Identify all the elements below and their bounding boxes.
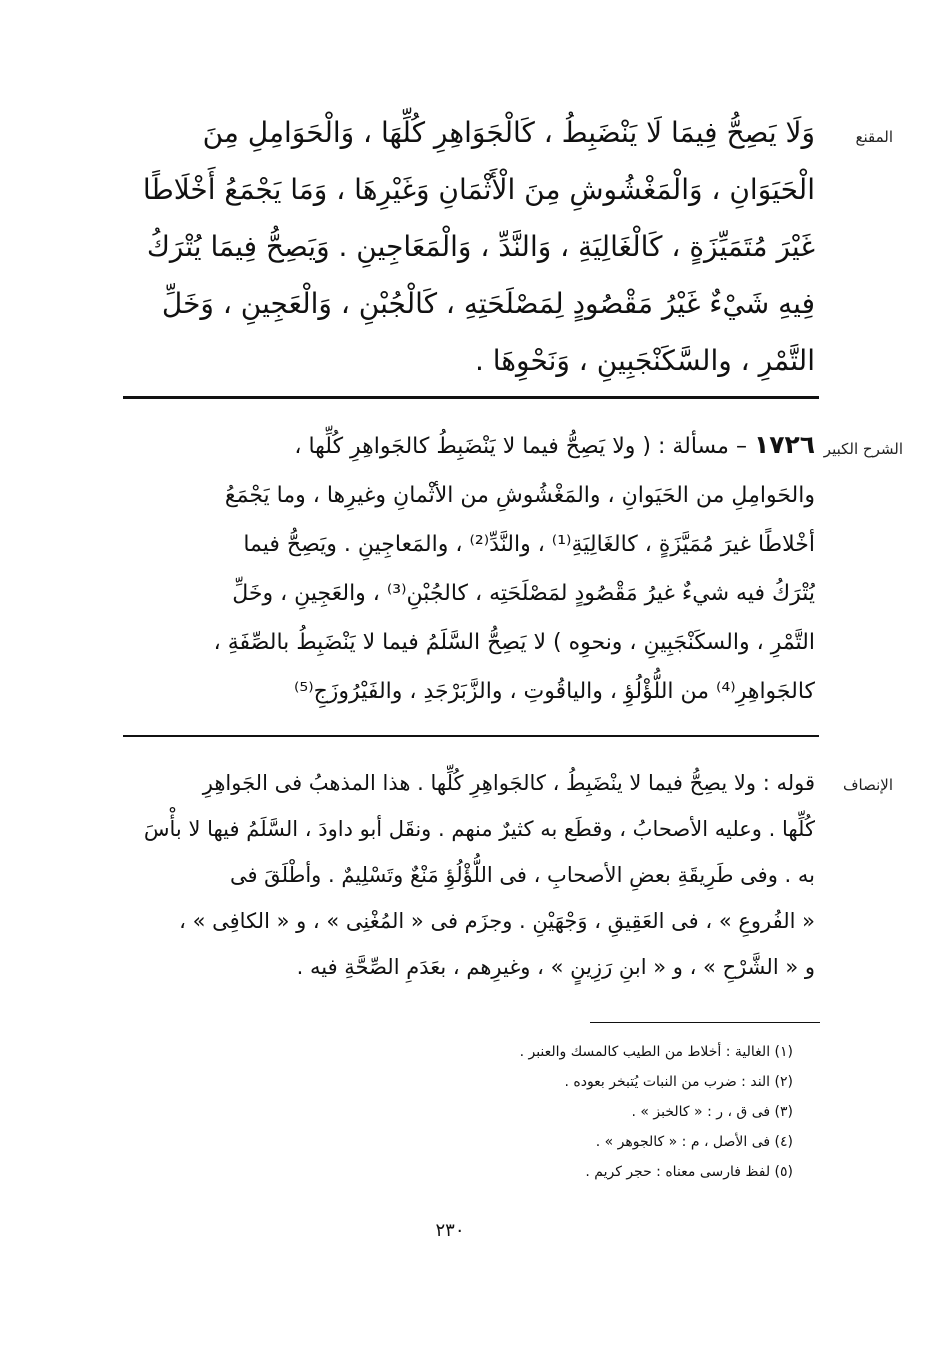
muqni-text bbox=[120, 104, 815, 389]
insaf-text bbox=[121, 760, 815, 990]
footnote: (٢) الند : ضرب من النبات يُتبخر بعوده . bbox=[564, 1074, 793, 1090]
sharh-text bbox=[122, 420, 815, 716]
sharh-line: أخْلاطًا غيرَ مُمَيَّزَةٍ ، كالغَالِيَةِ⁽¹⁾ ، والنَّدِّ⁽²⁾ ، والمَعاجِينِ . ويَصِحُّ فيما bbox=[243, 532, 815, 557]
section-label-sharh: الشرح الكبير bbox=[823, 440, 903, 458]
muqni-line: التَّمْرِ ، والسَّكَنْجَبِينِ ، وَنَحْوِهَا . bbox=[474, 344, 815, 377]
footnote: (٤) فى الأصل ، م : « كالجوهر » . bbox=[595, 1134, 793, 1150]
muqni-line: وَلَا يَصِحُّ فِيمَا لَا يَنْضَبِطُ ، كَالْجَوَاهِرِ كُلِّهَا ، وَالْحَوَامِلِ مِنَ bbox=[202, 116, 815, 149]
sharh-first-line-text: – مسألة : ( ولا يَصِحُّ فيما لا يَنْضَبِطُ كالجَواهِرِ كُلِّها ، bbox=[294, 434, 747, 459]
footnote: (٥) لفظ فارسى معناه : حجر كريم . bbox=[585, 1164, 793, 1180]
footnote: (٣) فى ق ، ر : « كالخبز » . bbox=[631, 1104, 793, 1120]
sharh-line: يُتْرَكُ فيه شيءٌ غيرُ مَقْصُودٍ لمَصْلَحَتِه ، كالجُبْنِ⁽³⁾ ، والعَجِينِ ، وخَلِّ bbox=[232, 581, 815, 606]
footnote-separator bbox=[590, 1022, 820, 1023]
footnote: (١) الغالية : أخلاط من الطيب كالمسك والعنبر . bbox=[519, 1044, 793, 1060]
insaf-line: و « الشَّرْحِ » ، و « ابنِ رَزِينٍ » ، وغيرِهم ، بعَدَمِ الصِّحَّةِ فيه . bbox=[296, 955, 815, 979]
sharh-line: التَّمْرِ ، والسكَنْجَبِينِ ، ونحوِه ) لا يَصِحُّ السَّلَمُ فيما لا يَنْضَبِطُ بالصِّفَةِ ، bbox=[213, 630, 815, 655]
section-divider bbox=[123, 735, 819, 737]
insaf-line: « الفُروعِ » ، فى العَقِيقِ ، وَجْهَيْنِ . وجزَم فى « المُغْنِى » ، و « الكافِى » ، bbox=[179, 909, 815, 933]
section-label-muqni: المقنع bbox=[855, 128, 893, 146]
muqni-line: غَيْرَ مُتَمَيِّزَةٍ ، كَالْغَالِيَةِ ، وَالنَّدِّ ، وَالْمَعَاجِينِ . وَيَصِحُّ فِيمَا يُتْرَكُ bbox=[146, 230, 815, 263]
issue-number: ١٧٢٦ bbox=[753, 430, 815, 459]
section-label-insaf: الإنصاف bbox=[842, 776, 893, 794]
muqni-line: فِيهِ شَيْءٌ غَيْرُ مَقْصُودٍ لِمَصْلَحَتِهِ ، كَالْجُبْنِ ، وَالْعَجِينِ ، وَخَلِّ bbox=[161, 287, 815, 320]
sharh-line: كالجَواهِرِ⁽⁴⁾ من اللُّؤْلُؤِ ، والياقُوتِ ، والزَّبَرْجَدِ ، والفَيْرُوزَجِ⁽⁵⁾ bbox=[293, 679, 815, 704]
insaf-line: كُلِّها . وعليه الأصحابُ ، وقطَع به كثيرٌ منهم . ونقَل أبو داودَ ، السَّلَمُ فيها لا بأْسَ bbox=[143, 817, 815, 841]
sharh-line bbox=[122, 420, 815, 471]
insaf-line: قوله : ولا يصِحُّ فيما لا ينْضَبِطُ ، كالجَواهِرِ كُلِّها . هذا المذهبُ فى الجَواهِرِ bbox=[202, 771, 815, 795]
muqni-line: الْحَيَوَانِ ، وَالْمَغْشُوشِ مِنَ الْأَثْمَانِ وَغَيْرِهَا ، وَمَا يَجْمَعُ أَخْلَاطًا bbox=[142, 173, 815, 206]
insaf-line: به . وفى طَرِيقَةِ بعضِ الأصحابِ ، فى اللُّؤْلُؤِ مَنْعٌ وتَسْلِيمٌ . وأطْلَقَ فى bbox=[229, 863, 815, 887]
section-divider bbox=[123, 396, 819, 399]
footnotes bbox=[233, 1037, 793, 1187]
page-number: ٢٣٠ bbox=[435, 1220, 465, 1241]
sharh-line: والحَوامِلِ من الحَيَوانِ ، والمَغْشُوشِ من الأثْمانِ وغيرِها ، وما يَجْمَعُ bbox=[224, 483, 815, 508]
